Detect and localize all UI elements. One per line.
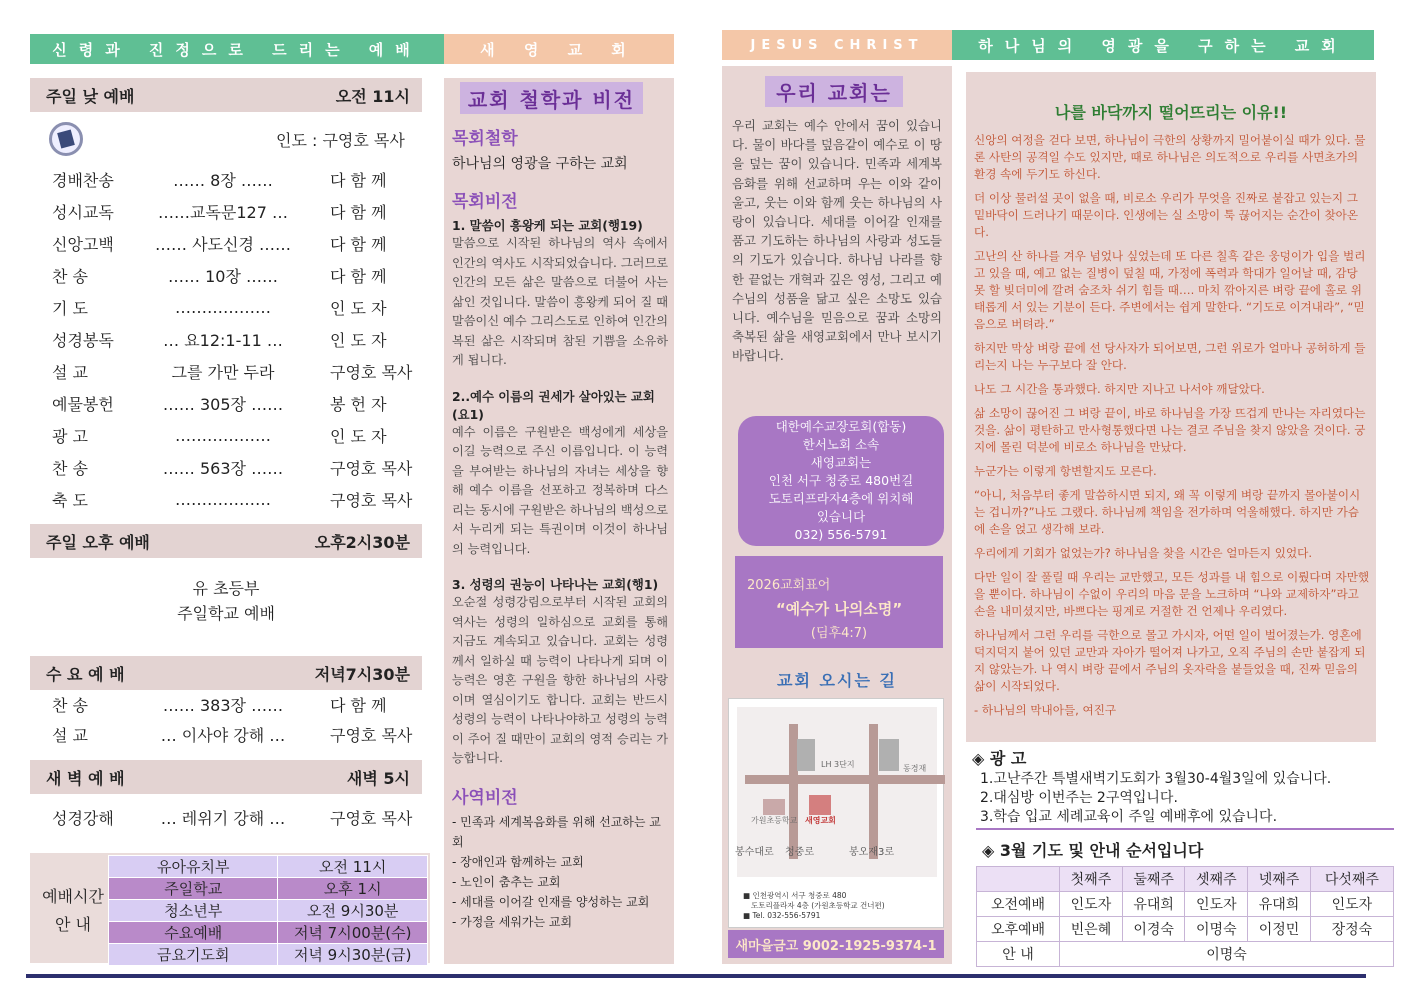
sunday-am-header — [30, 78, 422, 112]
map-tel: ■ Tel. 032-556-5791 — [743, 911, 821, 920]
roster-col-header: 첫째주 — [1060, 867, 1123, 892]
schedule-row — [109, 944, 428, 966]
order-name: 성시교독 — [52, 202, 114, 222]
motto-year: 2026교회표어 — [747, 578, 831, 593]
roster-row-label: 오후예배 — [977, 917, 1060, 942]
schedule-row — [109, 856, 428, 878]
header-worship: 신령과 진정으로 드리는 예배 — [30, 34, 444, 64]
order-right: 인 도 자 — [330, 426, 387, 446]
divider — [976, 828, 1394, 830]
order-right: 다 함 께 — [330, 170, 387, 190]
road-vertical-2 — [869, 724, 878, 859]
header-glory: 하나님의 영광을 구하는 교회 — [952, 30, 1374, 60]
order-mid: …… 305장 …… — [162, 394, 284, 414]
roster-cell: 인도자 — [1310, 892, 1393, 917]
map-road-1: 봉수대로 — [735, 847, 774, 858]
order-name: 성경봉독 — [52, 330, 114, 350]
roster-col-header: 다섯째주 — [1310, 867, 1393, 892]
ministry-item: - 가정을 세워가는 교회 — [452, 914, 573, 929]
header-jesus-christ: JESUS CHRIST — [722, 30, 952, 60]
schedule-time: 오전 9시30분 — [278, 900, 428, 922]
order-right: 구영호 목사 — [330, 808, 413, 828]
schedule-box — [30, 853, 430, 963]
church-info-line: 새영교회는 — [810, 455, 872, 470]
ourchurch-body: 우리 교회는 예수 안에서 꿈이 있습니다. 물이 바다를 덮음같이 예수로 이 땅을 덮는 꿈이 있습니다. 민족과 세계복음화를 위해 선교하며 우는 이와 같이 울고, 웃는 이와 함께 웃는 하나님의 사랑이 있습니다. 세대를 이어갈 인재를 품고 기도하는 하나님의 사랑과 성도들의 기도가 있습니다. 하나님 나라를 향한 끝없는 개혁과 깊은 영성, 그리고 예수님의 성품을 닮고 싶은 소망도 있습니다. 예수님을 믿음으로 꿈과 소망의 축복된 삶을 새영교회에서 만나 보시기 바랍니다. — [732, 118, 942, 364]
sunday-pm-body — [30, 576, 422, 626]
vision-2-title: 2..예수 이름의 권세가 살아있는 교회(요1) — [452, 388, 655, 422]
schedule-name: 수요예배 — [109, 922, 278, 944]
schedule-label — [38, 883, 108, 939]
building-dong-icon — [879, 739, 899, 771]
notices-title: ◈ 광 고 — [972, 749, 1027, 768]
order-right: 구영호 목사 — [330, 362, 413, 382]
order-right: 인 도 자 — [330, 330, 387, 350]
section-time: 오후2시30분 — [314, 532, 410, 552]
section-title: 주일 오후 예배 — [46, 532, 150, 552]
ourchurch-title: 우리 교회는 — [765, 76, 903, 107]
roster-row-label: 안 내 — [977, 942, 1060, 967]
schedule-label-2: 안 내 — [55, 915, 91, 934]
roster-cell: 유대희 — [1248, 892, 1311, 917]
schedule-name: 청소년부 — [109, 900, 278, 922]
order-right: 구영호 목사 — [330, 458, 413, 478]
vision-1-body: 말씀으로 시작된 하나님의 역사 속에서 인간의 역사도 시작되었습니다. 그러므로 인간의 모든 삶은 말씀으로 더불어 사는 삶인 것입니다. 말씀이 흥왕케 되어 질 때 말씀이신 예수 그리스도로 인하여 인간의 복된 삶은 시작되며 참된 기쁨을 소유하게 됩니다. — [452, 236, 668, 367]
church-icon — [809, 795, 831, 815]
map-label-school: 가원초등학교 — [751, 816, 798, 825]
road-horizontal — [745, 775, 945, 784]
roster-col-header: 셋째주 — [1185, 867, 1248, 892]
order-name: 찬 송 — [52, 458, 88, 478]
section-time: 새벽 5시 — [346, 768, 410, 788]
order-right: 다 함 께 — [330, 202, 387, 222]
roster-cell: 인도자 — [1060, 892, 1123, 917]
order-mid: …… 8장 …… — [173, 170, 273, 190]
sunday-pm-header — [30, 524, 422, 558]
bible-icon — [49, 122, 83, 156]
vision-1-title: 1. 말씀이 흥왕케 되는 교회(행19) — [452, 218, 643, 233]
order-name: 기 도 — [52, 298, 88, 318]
roster-row — [977, 892, 1394, 917]
building-lh-icon — [797, 739, 815, 771]
order-name: 찬 송 — [52, 695, 88, 715]
motto-ref: (딤후4:7) — [810, 626, 868, 641]
schedule-time: 오전 11시 — [278, 856, 428, 878]
order-mid: ……교독문127 … — [158, 202, 288, 222]
roster-table — [976, 866, 1394, 967]
notice-item: 3.학습 입교 세례교육이 주일 예배후에 있습니다. — [980, 809, 1278, 825]
order-row — [30, 690, 422, 718]
order-name: 설 교 — [52, 725, 88, 745]
order-name: 광 고 — [52, 426, 88, 446]
schedule-name: 유아유치부 — [109, 856, 278, 878]
order-row — [30, 229, 422, 257]
schedule-row — [109, 878, 428, 900]
roster-guide-row — [977, 942, 1394, 967]
schedule-name: 주일학교 — [109, 878, 278, 900]
order-row — [30, 421, 422, 449]
order-name: 찬 송 — [52, 266, 88, 286]
section-time: 저녁7시30분 — [314, 664, 410, 684]
roster-title: ◈ 3월 기도 및 안내 순서입니다 — [982, 841, 1204, 860]
order-right: 구영호 목사 — [330, 725, 413, 745]
map-label-lh: LH 3단지 — [821, 760, 855, 769]
order-name: 설 교 — [52, 362, 88, 382]
roster-cell: 이정민 — [1248, 917, 1311, 942]
roster-col-header: 둘째주 — [1122, 867, 1185, 892]
order-right: 구영호 목사 — [330, 490, 413, 510]
order-row — [30, 720, 422, 748]
map-address — [743, 891, 885, 921]
order-right: 봉 헌 자 — [330, 394, 387, 414]
article-paragraph: - 하나님의 막내아들, 여진구 — [974, 703, 1117, 717]
order-right: 다 함 께 — [330, 695, 387, 715]
order-mid: …… 사도신경 …… — [155, 234, 291, 254]
leader-line: 인도 : 구영호 목사 — [276, 131, 405, 150]
order-name: 성경강해 — [52, 808, 114, 828]
directions-title: 교회 오시는 길 — [777, 671, 897, 690]
wednesday-header — [30, 656, 422, 690]
order-mid: ……………… — [175, 297, 271, 317]
roster-cell: 빈은혜 — [1060, 917, 1123, 942]
ministry-item: - 노인이 춤추는 교회 — [452, 874, 561, 889]
section-title: 수 요 예 배 — [46, 664, 125, 684]
bank-account: 새마을금고 9002-1925-9374-1 — [728, 930, 944, 958]
bottom-rule — [26, 974, 1366, 978]
church-info-line: 대한예수교장로회(합동) — [775, 419, 907, 434]
article-paragraph: 삶 소망이 끊어진 그 벼랑 끝이, 바로 하나님을 가장 뜨겁게 만나는 자리였다는 것을. 삶이 평탄하고 만사형통했다면 나는 결코 주님을 찾지 않았을 것이다. 궁지에 몰린 덕분에 비로소 하나님을 만났다. — [974, 406, 1366, 454]
section-title: 주일 낮 예배 — [46, 86, 135, 106]
order-mid: … 요12:1-11 … — [163, 330, 283, 350]
order-row — [30, 803, 422, 831]
pm-line: 주일학교 예배 — [177, 604, 275, 623]
schedule-time: 저녁 9시30분(금) — [278, 944, 428, 966]
order-mid: ……………… — [175, 489, 271, 509]
phil-heading: 목회철학 — [452, 129, 518, 149]
church-info-line: 한서노회 소속 — [802, 437, 880, 452]
schedule-table — [108, 855, 428, 966]
order-row — [30, 453, 422, 481]
article-paragraph: 다만 일이 잘 풀릴 때 우리는 교만했고, 모든 성과를 내 힘으로 이뤘다며 자만했을 뿐이다. 하나님이 수없이 우리의 마음 문을 노크하며 “나와 교제하자”라고 손을 내미셨지만, 바쁘다는 핑계로 거절한 건 언제나 우리였다. — [974, 570, 1370, 618]
church-info-line: 032) 556-5791 — [794, 527, 888, 542]
article-paragraph: 우리에게 기회가 없었는가? 하나님을 찾을 시간은 얼마든지 있었다. — [974, 546, 1313, 560]
order-mid: 그를 가만 두라 — [171, 362, 275, 382]
article-paragraph: “아니, 처음부터 좋게 말씀하시면 되지, 왜 꼭 이렇게 벼랑 끝까지 몰아붙이시는 겁니까?”나도 그랬다. 하나님께 책임을 전가하며 억울해했다. 하지만 가슴에 손을 얹고 생각해 보라. — [974, 488, 1361, 536]
vision-heading: 목회비전 — [452, 192, 518, 212]
vision-3-body: 오순절 성령강림으로부터 시작된 교회의 역사는 성령의 일하심으로 교회를 통해 지금도 계속되고 있습니다. 교회는 성령께서 일하실 때 능력이 나타나게 되며 이 능력은 영혼 구원을 향한 하나님의 사랑이며 열심이기도 합니다. 교회는 반드시 성령의 능력이 나타나야하고 성령의 능력이 주어 질 때만이 교회의 영적 승리는 가능합니다. — [452, 595, 668, 765]
section-time: 오전 11시 — [335, 86, 410, 106]
roster-header-row — [977, 867, 1394, 892]
church-info-line: 인천 서구 청중로 480번길 — [768, 473, 914, 488]
ministry-item: - 민족과 세계복음화를 위해 선교하는 교회 — [452, 814, 661, 849]
ministry-heading: 사역비전 — [452, 787, 518, 808]
roster-guide-value: 이명숙 — [1060, 942, 1394, 967]
roster-row — [977, 917, 1394, 942]
roster-col-header — [977, 867, 1060, 892]
article-paragraph: 나도 그 시간을 통과했다. 하지만 지나고 나서야 깨달았다. — [974, 382, 1265, 396]
order-mid: …… 383장 …… — [162, 695, 284, 715]
header-church-name: 새 영 교 회 — [444, 34, 674, 64]
notice-item: 1.고난주간 특별새벽기도회가 3월30-4월3일에 있습니다. — [980, 771, 1332, 787]
ministry-list — [452, 812, 668, 932]
map-road-3: 봉오재3로 — [849, 847, 895, 858]
order-right: 인 도 자 — [330, 298, 387, 318]
order-row — [30, 389, 422, 417]
road-vertical-1 — [789, 724, 798, 859]
motto-text: “예수가 나의소명” — [775, 600, 903, 618]
order-row — [30, 325, 422, 353]
article-paragraph: 고난의 산 하나를 겨우 넘었나 싶었는데 또 다른 칠흑 같은 웅덩이가 입을 벌리고 있을 때, 예고 없는 질병이 덮칠 때, 가정에 폭력과 학대가 일어날 때, 감당 못 할 빚더미에 깔려 숨조차 쉬기 힘들 때…. 마치 깎아지른 벼랑 끝에 홀로 위태롭게 서 있는 기분이 든다. 주변에서는 쉽게 말한다. “기도로 이겨내라”, “믿음으로 버텨라.” — [974, 249, 1366, 331]
dawn-header — [30, 760, 422, 794]
ministry-item: - 세대를 이어갈 인재를 양성하는 교회 — [452, 894, 650, 909]
church-info-line: 있습니다 — [816, 509, 866, 524]
roster-cell: 이경숙 — [1122, 917, 1185, 942]
schedule-row — [109, 900, 428, 922]
schedule-name: 금요기도회 — [109, 944, 278, 966]
map-label-church: 새영교회 — [805, 816, 836, 825]
philosophy-content — [452, 124, 668, 932]
roster-cell: 장정숙 — [1310, 917, 1393, 942]
order-name: 경배찬송 — [52, 170, 114, 190]
order-right: 다 함 께 — [330, 234, 387, 254]
notice-item: 2.대심방 이번주는 2구역입니다. — [980, 790, 1178, 806]
order-right: 다 함 께 — [330, 266, 387, 286]
school-icon — [763, 799, 785, 815]
order-mid: …… 10장 …… — [168, 266, 278, 286]
section-title: 새 벽 예 배 — [46, 768, 125, 788]
order-row — [30, 165, 422, 193]
order-mid: … 레위기 강해 … — [160, 808, 286, 828]
order-row — [30, 197, 422, 225]
schedule-label-1: 예배시간 — [42, 887, 104, 906]
roster-cell: 인도자 — [1185, 892, 1248, 917]
article-paragraph: 하나님께서 그런 우리를 극한으로 몰고 가시자, 어떤 일이 벌어졌는가. 영혼에 덕지덕지 붙어 있던 교만과 자아가 떨어져 나가고, 오직 주님의 손만 붙잡게 되지 않았는가. 나 역시 벼랑 끝에서 주님의 옷자락을 붙들었을 때, 진짜 믿음의 삶이 시작되었다. — [974, 628, 1366, 693]
ministry-item: - 장애인과 함께하는 교회 — [452, 854, 584, 869]
order-mid: …… 563장 …… — [162, 458, 284, 478]
church-map — [728, 698, 944, 928]
roster-cell: 유대희 — [1122, 892, 1185, 917]
schedule-time: 오후 1시 — [278, 878, 428, 900]
order-name: 예물봉헌 — [52, 394, 114, 414]
order-name: 신앙고백 — [52, 234, 114, 254]
order-row — [30, 293, 422, 321]
church-info-box — [738, 416, 944, 546]
motto-box — [735, 556, 943, 648]
church-info-line: 도토리프라자4층에 위치해 — [768, 491, 914, 506]
order-name: 축 도 — [52, 490, 88, 510]
article-title: 나를 바닥까지 떨어뜨리는 이유!! — [1054, 103, 1288, 122]
notices-list — [980, 770, 1331, 827]
map-road-2: 청중로 — [785, 847, 814, 858]
roster-cell: 이명숙 — [1185, 917, 1248, 942]
map-addr-2: 도토리플라자 4층 (가원초등학교 건너편) — [751, 901, 885, 910]
article-paragraph: 신앙의 여정을 걷다 보면, 하나님이 극한의 상황까지 밀어붙이실 때가 있다. 물론 사탄의 공격일 수도 있지만, 때로 하나님은 의도적으로 우리를 사면초가의 환경 속에 두기도 하신다. — [974, 133, 1366, 181]
article-body — [974, 132, 1370, 726]
vision-2-body: 예수 이름은 구원받은 백성에게 세상을 이길 능력으로 주신 이름입니다. 이 능력을 부여받는 하나님의 자녀는 세상을 향해 예수 이름을 선포하고 정복하며 다스리는 동시에 구원받은 하나님의 백성으로서 누리게 되는 특권이며 이것이 하나님의 능력입니다. — [452, 424, 668, 556]
map-addr-1: ■ 인천광역시 서구 청중로 480 — [743, 891, 847, 900]
article-paragraph: 누군가는 이렇게 항변할지도 모른다. — [974, 464, 1157, 478]
vision-3-title: 3. 성령의 권능이 나타나는 교회(행1) — [452, 577, 659, 592]
schedule-row — [109, 922, 428, 944]
phil-text: 하나님의 영광을 구하는 교회 — [452, 156, 628, 172]
roster-row-label: 오전예배 — [977, 892, 1060, 917]
order-mid: … 이사야 강해 … — [160, 725, 286, 745]
map-label-dong: 동경재 — [903, 764, 927, 773]
order-row — [30, 357, 422, 385]
order-row — [30, 261, 422, 289]
order-mid: ……………… — [175, 425, 271, 445]
article-paragraph: 더 이상 물러설 곳이 없을 때, 비로소 우리가 무엇을 진짜로 붙잡고 있는지 그 밑바닥이 드러나기 때문이다. 인생에는 실 소망이 툭 끊어지는 순간이 찾아온다. — [974, 191, 1359, 239]
article-paragraph: 하지만 막상 벼랑 끝에 선 당사자가 되어보면, 그런 위로가 얼마나 공허하게 들리는지 나는 누구보다 잘 안다. — [974, 341, 1366, 372]
order-row — [30, 485, 422, 513]
roster-col-header: 넷째주 — [1248, 867, 1311, 892]
pm-line: 유 초등부 — [192, 579, 260, 598]
philosophy-title: 교회 철학과 비전 — [460, 82, 643, 114]
schedule-time: 저녁 7시00분(수) — [278, 922, 428, 944]
